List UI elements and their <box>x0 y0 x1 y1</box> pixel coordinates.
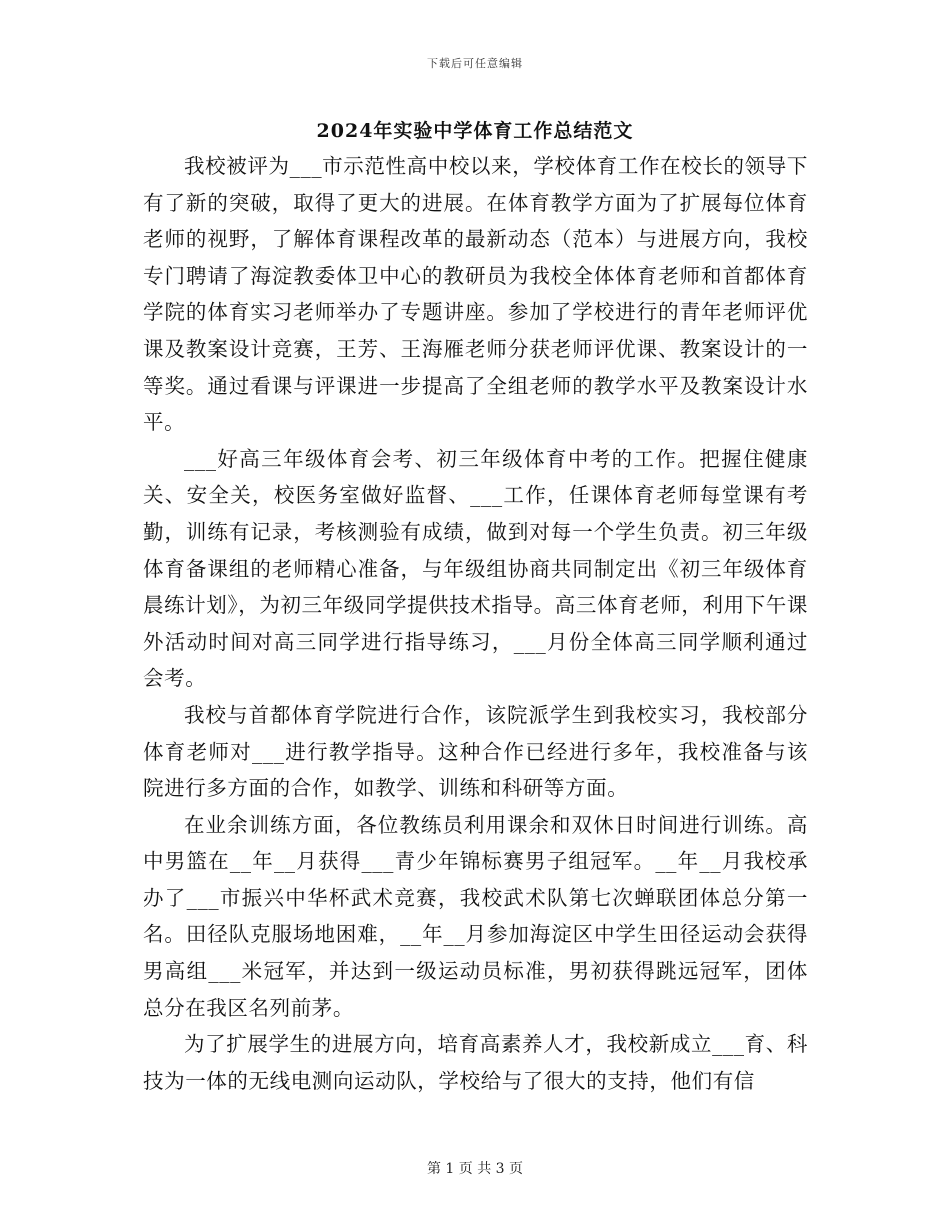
paragraph-1: 我校被评为___市示范性高中校以来，学校体育工作在校长的领导下有了新的突破，取得了更大的进展。在体育教学方面为了扩展每位体育老师的视野，了解体育课程改革的最新动态（范本）与进展方向，我校专门聘请了海淀教委体卫中心的教研员为我校全体体育老师和首都体育学院的体育实习老师举办了专题讲座。参加了学校进行的青年老师评优课及教案设计竞赛，王芳、王海雁老师分获老师评优课、教案设计的一等奖。通过看课与评课进一步提高了全组老师的教学水平及教案设计水平。 <box>143 154 808 435</box>
page-number-footer: 第 1 页 共 3 页 <box>426 1161 524 1177</box>
document-body <box>143 148 808 1099</box>
paragraph-5: 为了扩展学生的进展方向，培育高素养人才，我校新成立___育、科技为一体的无线电测向运动队，学校给与了很大的支持，他们有信 <box>143 1032 808 1093</box>
document-title: 2024年实验中学体育工作总结范文 <box>316 120 634 142</box>
header-note: 下载后可任意编辑 <box>427 57 523 70</box>
paragraph-2: ___好高三年级体育会考、初三年级体育中考的工作。把握住健康关、安全关，校医务室做好监督、___工作，任课体育老师每堂课有考勤，训练有记录，考核测验有成绩，做到对每一个学生负责。初三年级体育备课组的老师精心准备，与年级组协商共同制定出《初三年级体育晨练计划》，为初三年级同学提供技术指导。高三体育老师，利用下午课外活动时间对高三同学进行指导练习，___月份全体高三同学顺利通过会考。 <box>143 446 808 691</box>
paragraph-4: 在业余训练方面，各位教练员利用课余和双休日时间进行训练。高中男篮在__年__月获得___青少年锦标赛男子组冠军。__年__月我校承办了___市振兴中华杯武术竞赛，我校武术队第七次蝉联团体总分第一名。田径队克服场地困难，__年__月参加海淀区中学生田径运动会获得男高组___米冠军，并达到一级运动员标准，男初获得跳远冠军，团体总分在我区名列前茅。 <box>143 812 808 1020</box>
paragraph-3: 我校与首都体育学院进行合作，该院派学生到我校实习，我校部分体育老师对___进行教学指导。这种合作已经进行多年，我校准备与该院进行多方面的合作，如教学、训练和科研等方面。 <box>143 702 808 801</box>
